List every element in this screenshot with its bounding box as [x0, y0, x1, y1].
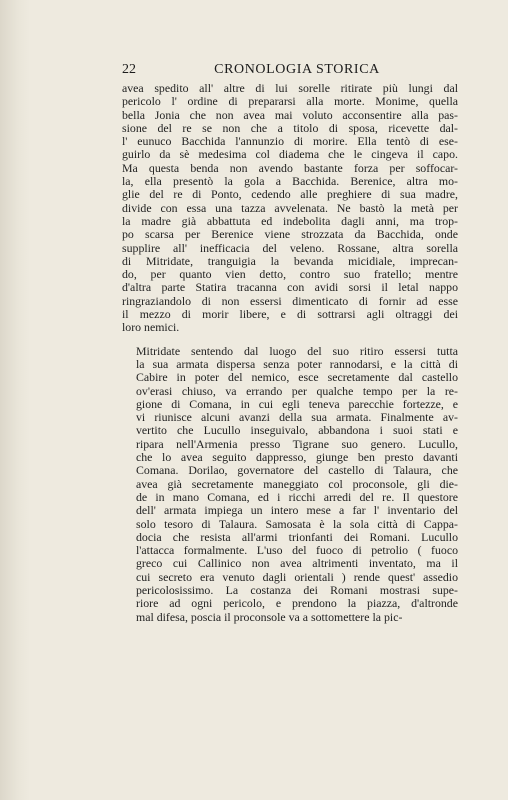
text-line: avea spedito all' altre di lui sorelle ritirate più lungi dal [122, 81, 458, 95]
page-gutter-shadow [0, 0, 30, 800]
text-line: pericolo l' ordine di prepararsi alla morte. Monime, quella [122, 94, 458, 109]
text-line: ripara nell'Armenia presso Tigrane suo genero. Lucullo, [136, 436, 458, 451]
text-line: po scarsa per Berenice viene strozzata da Bacchida, onde [122, 227, 458, 242]
text-line: sione del re se non che a titolo di sposa, ricevette dal- [122, 120, 458, 135]
text-line: solo tesoro di Talaura. Samosata è la sola città di Cappa- [136, 516, 458, 531]
running-title: CRONOLOGIA STORICA [214, 62, 380, 77]
text-line: dell' armata impiega un intero mese a far l' inventario del [136, 503, 458, 518]
text-line: Mitridate sentendo dal luogo del suo ritiro essersi tutta [136, 343, 458, 358]
paragraph-1 [122, 82, 458, 335]
text-line: de in mano Comana, ed i ricchi arredi del re. Il questore [136, 489, 458, 504]
text-line: docia che resista all'armi trionfanti dei Romani. Lucullo [136, 529, 458, 544]
text-line: loro nemici. [122, 320, 180, 335]
page-number: 22 [122, 62, 136, 77]
page-header [122, 62, 472, 80]
text-line: guirlo da sè medesima col diadema che le cingeva il capo. [122, 147, 458, 162]
text-line: gione di Comana, in cui egli teneva parecchie fortezze, e [136, 396, 458, 411]
text-line: pericolosissimo. La costanza dei Romani mostrasi supe- [136, 582, 458, 597]
text-line: il mezzo di morir libere, e di sottrarsi agli oltraggi dei [122, 307, 458, 322]
text-line: che lo avea seguito dappresso, giunge ben presto davanti [136, 450, 458, 465]
text-line: ov'erasi chiuso, va errando per qualche tempo per la re- [136, 383, 458, 398]
text-line: Ma questa benda non avendo bastante forza per soffocar- [122, 160, 458, 175]
text-line: do, per quanto vien detto, contro suo fratello; mentre [122, 267, 458, 282]
text-line: l'attacca formalmente. L'uso del fuoco di petrolio ( fuoco [136, 543, 458, 558]
paragraph-2 [122, 345, 458, 624]
body-text [122, 82, 458, 624]
text-line: vertito che Lucullo inseguivalo, abbandona i suoi stati e [136, 423, 458, 438]
text-line: Comana. Dorilao, governatore del castello di Talaura, che [136, 463, 458, 478]
text-line: la, ella presentò la gola a Bacchida. Berenice, altra mo- [122, 174, 458, 189]
text-line: divide con essa una tazza avvelenata. Ne bastò la metà per [122, 200, 458, 215]
text-line: la sua armata dispersa senza poter rannodarsi, e la città di [136, 356, 458, 371]
text-line: supplire all' inefficacia del veleno. Rossane, altra sorella [122, 240, 458, 255]
text-line: riore ad ogni pericolo, e prendono la piazza, d'altronde [136, 596, 458, 611]
text-line: avea già secretamente maneggiato col proconsole, gli die- [136, 476, 458, 491]
text-line: ringraziandolo di non essersi dimenticato di fornir ad esse [122, 293, 458, 308]
text-line: vi riunisce alcuni avanzi della sua armata. Finalmente av- [136, 410, 458, 425]
text-line: cui secreto era venuto dagli orientali ) rende quest' assedio [136, 569, 458, 584]
text-line: Cabire in poter del nemico, esce secretamente dal castello [136, 370, 458, 385]
text-line: la madre già abbattuta ed indebolita dagli anni, ma trop- [122, 213, 458, 228]
text-line: di Mitridate, tranguigia la bevanda micidiale, imprecan- [122, 253, 458, 268]
text-line: mal difesa, poscia il proconsole va a sottomettere la pic- [136, 609, 403, 624]
text-line: d'altra parte Statira tracanna con avidi sorsi il letal nappo [122, 280, 458, 295]
text-line: l' eunuco Bacchida l'annunzio di morire. Ella tentò di ese- [122, 134, 458, 149]
text-line: glie del re di Ponto, cedendo alle preghiere di sua madre, [122, 187, 458, 202]
text-line: greco cui Callinico non avea altrimenti inventato, ma il [136, 556, 458, 571]
text-line: bella Jonia che non avea mai voluto acconsentire alla pas- [122, 107, 458, 122]
